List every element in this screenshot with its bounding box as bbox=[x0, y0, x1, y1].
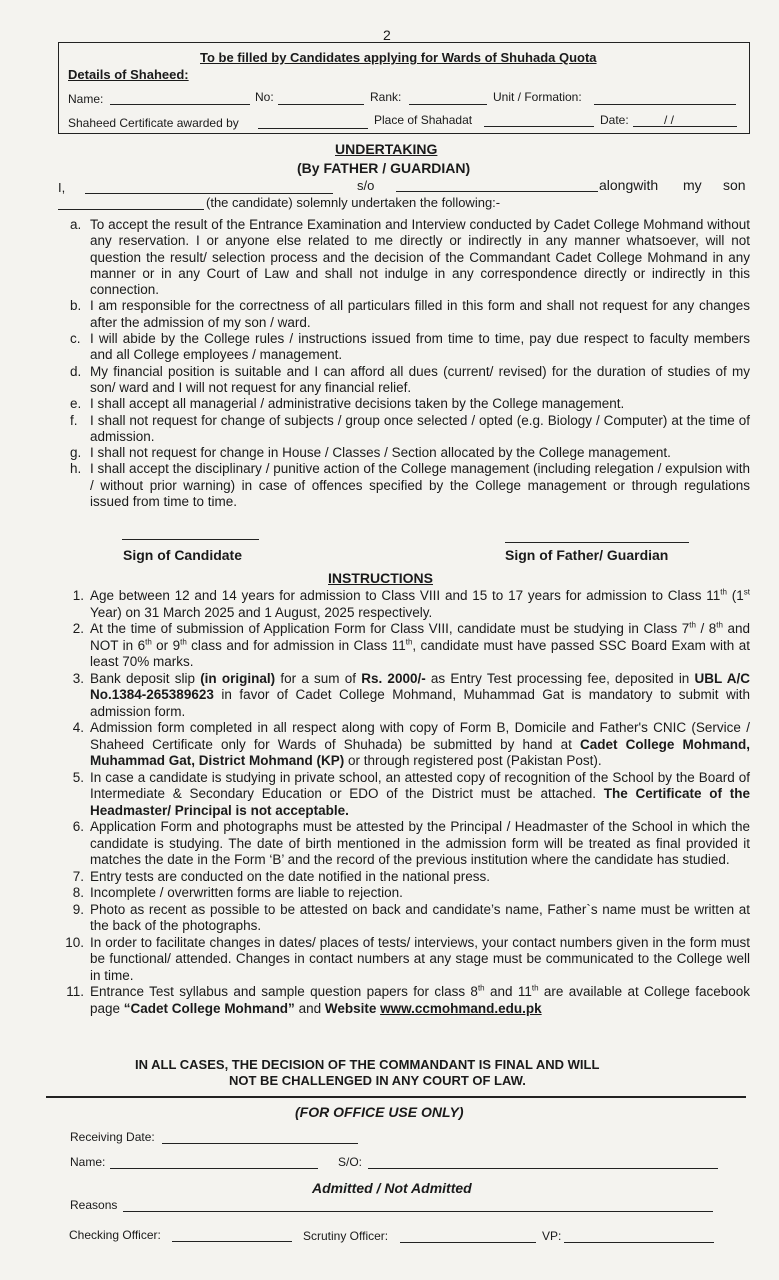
details-of-shaheed-label: Details of Shaheed: bbox=[68, 67, 189, 82]
instruction-item-4: 4. Admission form completed in all respect along with copy of Form B, Domicile and Father's CNIC (Service / Shaheed Certificate only for Wards of Shuhada) be submitted by hand at Cadet College Mohmand, Muhammad Gat, District Mohmand (KP) or through registered post (Pakistan Post). bbox=[72, 720, 750, 768]
shahadat-date-field[interactable] bbox=[633, 126, 737, 127]
undertaking-item: f. I shall not request for change of subjects / group once selected / opted (e.g. Biology / Computer) at the time of admission. bbox=[70, 412, 750, 444]
instructions-list bbox=[62, 588, 750, 1017]
undertaking-item: e. I shall accept all managerial / administrative decisions taken by the College management. bbox=[70, 396, 625, 412]
so-label: s/o bbox=[357, 178, 375, 193]
undertaking-item: b. I am responsible for the correctness of all particulars filled in this form and shall not request for any changes after the admission of my son / ward. bbox=[70, 298, 750, 330]
undertaking-item: d. My financial position is suitable and I can afford all dues (current/ revised) for the duration of studies of my son/ ward and I will not request for any financial relief. bbox=[70, 363, 750, 395]
instruction-item-11: 11. Entrance Test syllabus and sample question papers for class 8th and 11th are available at College facebook page “Cadet College Mohmand” and Website www.ccmohmand.edu.pk bbox=[66, 983, 750, 1016]
decision-line-1: IN ALL CASES, THE DECISION OF THE COMMANDANT IS FINAL AND WILL bbox=[135, 1057, 600, 1072]
shaheed-name-label: Name: bbox=[68, 92, 104, 106]
instruction-item-3: 3. Bank deposit slip (in original) for a sum of Rs. 2000/- as Entry Test processing fee, deposited in UBL A/C No.1384-265389623 in favor of Cadet College Mohmand, Muhammad Gat is mandatory to submit with admission form. bbox=[72, 670, 750, 719]
undertaking-item: h. I shall accept the disciplinary / punitive action of the College management (including relegation / expulsion with / without prior warning) in case of offences specified by the College management or through regulations issued from time to time. bbox=[70, 461, 750, 510]
instruction-item-8: 8. Incomplete / overwritten forms are liable to rejection. bbox=[72, 885, 403, 900]
shuhada-heading: To be filled by Candidates applying for Wards of Shuhada Quota bbox=[200, 50, 597, 65]
sign-of-father-label: Sign of Father/ Guardian bbox=[505, 547, 669, 563]
undertaking-item: g. I shall not request for change in House / Classes / Section allocated by the College management. bbox=[70, 445, 671, 461]
scrutiny-officer-label: Scrutiny Officer: bbox=[303, 1229, 389, 1243]
undertaking-i-label: I, bbox=[58, 180, 66, 195]
instructions-title: INSTRUCTIONS bbox=[328, 570, 433, 586]
instruction-item-10: 10. In order to facilitate changes in dates/ places of tests/ interviews, your contact numbers given in the form must be functional/ attended. Changes in contact numbers at any stage must be communicated to the College well in time. bbox=[65, 934, 750, 983]
page-number: 2 bbox=[383, 27, 391, 43]
office-name-field[interactable] bbox=[110, 1168, 318, 1169]
instruction-item-9: 9. Photo as recent as possible to be attested on back and candidate’s name, Father`s name must be written at the back of the photographs. bbox=[72, 901, 750, 933]
undertaking-item: a. To accept the result of the Entrance Examination and Interview conducted by Cadet College Mohmand without any reservation. I or anyone else related to me directly or indirectly in any manner whatsoever, will not question the result/ selection process and the decision of the Commandant Cadet College Mohmand in any manner or in any Court of Law and shall not indulge in any correspondence directly or indirectly in this connection. bbox=[70, 217, 750, 298]
shaheed-no-field[interactable] bbox=[278, 104, 364, 105]
father-signature-field[interactable] bbox=[505, 542, 689, 543]
candidate-name-field[interactable] bbox=[58, 209, 204, 210]
shaheed-unit-label: Unit / Formation: bbox=[493, 90, 582, 104]
father-name-field[interactable] bbox=[85, 193, 333, 194]
office-so-label: S/O: bbox=[338, 1155, 363, 1169]
undertaking-title: UNDERTAKING bbox=[335, 141, 438, 157]
office-use-title: (FOR OFFICE USE ONLY) bbox=[295, 1104, 464, 1120]
son-label: son bbox=[723, 177, 746, 193]
place-of-shahadat-field[interactable] bbox=[484, 126, 594, 127]
shaheed-name-field[interactable] bbox=[110, 104, 250, 105]
shahadat-date-label: Date: bbox=[600, 113, 629, 127]
reasons-label: Reasons bbox=[70, 1198, 118, 1212]
reasons-field[interactable] bbox=[123, 1211, 713, 1212]
sign-of-candidate-label: Sign of Candidate bbox=[123, 547, 242, 563]
checking-officer-label: Checking Officer: bbox=[69, 1228, 161, 1242]
office-divider bbox=[46, 1096, 746, 1098]
vp-field[interactable] bbox=[564, 1242, 714, 1243]
undertaking-subtitle: (By FATHER / GUARDIAN) bbox=[297, 160, 471, 176]
scrutiny-officer-field[interactable] bbox=[400, 1242, 536, 1243]
instruction-item-1: 1. Age between 12 and 14 years for admission to Class VIII and 15 to 17 years for admission to Class 11th (1st Year) on 31 March 2025 and 1 August, 2025 respectively. bbox=[72, 587, 750, 620]
my-label: my bbox=[683, 177, 702, 193]
receiving-date-field[interactable] bbox=[162, 1143, 358, 1144]
alongwith-label: alongwith bbox=[599, 177, 659, 193]
date-slashes: / / bbox=[664, 113, 675, 127]
shaheed-unit-field[interactable] bbox=[594, 104, 736, 105]
instruction-item-5: 5. In case a candidate is studying in private school, an attested copy of recognition of the School by the Board of Intermediate & Secondary Education or EDO of the District must be attached. The Certificate of the Headmaster/ Principal is not acceptable. bbox=[72, 769, 750, 818]
instruction-item-6: 6. Application Form and photographs must be attested by the Principal / Headmaster of the School in which the candidate is studying. The date of birth mentioned in the admission form will be treated as final provided it matches the date in the Form ‘B’ and the record of the previous institution where the candidate has studied. bbox=[72, 819, 750, 867]
receiving-date-label: Receiving Date: bbox=[70, 1130, 155, 1144]
place-of-shahadat-label: Place of Shahadat bbox=[374, 113, 473, 127]
instruction-item-7: 7. Entry tests are conducted on the date notified in the national press. bbox=[72, 868, 491, 884]
candidate-undertaking-line: (the candidate) solemnly undertaken the following:- bbox=[206, 195, 501, 210]
website-link[interactable]: www.ccmohmand.edu.pk bbox=[380, 1000, 542, 1016]
shaheed-rank-label: Rank: bbox=[370, 90, 402, 104]
certificate-awarded-field[interactable] bbox=[258, 128, 368, 129]
undertaking-item: c. I will abide by the College rules / instructions issued from time to time, pay due respect to faculty members and all College employees / management. bbox=[70, 331, 750, 363]
undertaking-list bbox=[70, 217, 750, 510]
shaheed-rank-field[interactable] bbox=[409, 104, 487, 105]
office-so-field[interactable] bbox=[368, 1168, 718, 1169]
office-name-label: Name: bbox=[70, 1155, 106, 1169]
decision-line-2: NOT BE CHALLENGED IN ANY COURT OF LAW. bbox=[229, 1073, 526, 1088]
instruction-item-2: 2. At the time of submission of Application Form for Class VIII, candidate must be studying in Class 7th / 8th and NOT in 6th or 9th class and for admission in Class 11th, candidate must have passed SSC Board Exam with at least 70% marks. bbox=[72, 620, 750, 669]
certificate-awarded-label: Shaheed Certificate awarded by bbox=[68, 116, 239, 130]
shaheed-no-label: No: bbox=[255, 90, 274, 104]
father-so-field[interactable] bbox=[396, 191, 598, 192]
vp-label: VP: bbox=[542, 1229, 562, 1243]
checking-officer-field[interactable] bbox=[172, 1241, 292, 1242]
candidate-signature-field[interactable] bbox=[122, 539, 259, 540]
admitted-status-label: Admitted / Not Admitted bbox=[312, 1180, 472, 1196]
